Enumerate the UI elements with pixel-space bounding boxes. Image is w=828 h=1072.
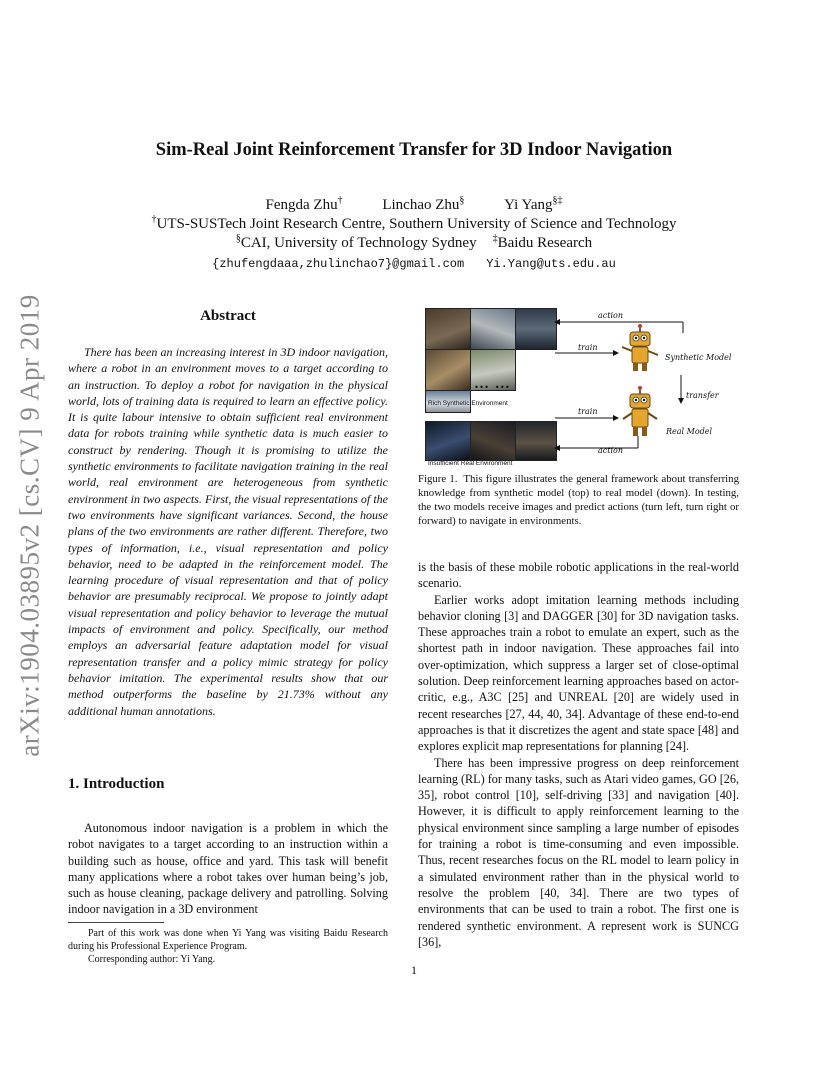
train-label-top: train — [578, 343, 598, 352]
insufficient-real-label: Insufficient Real Environment — [428, 460, 513, 467]
author-list — [0, 195, 828, 214]
rich-synthetic-label: Rich Synthetic Environment — [428, 400, 508, 407]
arxiv-identifier — [0, 290, 60, 760]
figure-caption-label: Figure 1. — [418, 473, 458, 485]
figure-1 — [418, 303, 739, 469]
author — [504, 197, 562, 213]
paper-title: Sim-Real Joint Reinforcement Transfer for 3D Indoor Navigation — [155, 140, 673, 160]
paragraph: There has been impressive progress on deep reinforcement learning (RL) for many tasks, such as Atari video games, GO [26, 35], robot control [10], self-driving [33] and navigation [40]. However, it is difficult to apply reinforcement learning to the physical environment since sampling a large number of episodes for training a robot is time-consuming and even impossible. Thus, recent researches focus on the RL model to learn policy in a simulated environment rather than in the physical world to resolve the problem [40, 34]. There are two types of environments that can be used to train a robot. The first one is rendered synthetic environment. A represent work is SUNCG [36], — [418, 755, 739, 949]
author — [382, 197, 464, 213]
real-model-label: Real Model — [666, 427, 713, 436]
footnotes — [68, 927, 388, 966]
footnote-divider — [68, 922, 164, 923]
transfer-label: transfer — [686, 391, 719, 400]
affiliation-text: UTS-SUSTech Joint Research Centre, Southern University of Science and Technology — [156, 216, 677, 232]
figure-caption — [418, 472, 739, 528]
abstract-text: There has been an increasing interest in 3D indoor navigation, where a robot in an environment moves to a target according to an instruction. To deploy a robot for navigation in the physical world, lots of training data is required to learn an effective policy. It is quite labour intensive to obtain sufficient real environment data for robots training while synthetic data is much easier to construct by rendering. Though it is promising to utilize the synthetic environments to facilitate navigation training in the real world, real environment are heterogeneous from synthetic environment in two aspects. First, the visual representations of the two environments have significant variances. Second, the house plans of the two environments are rather different. Therefore, two types of information, i.e., visual representation and policy behavior, need to be adapted in the reinforcement model. The learning procedure of visual representation and that of policy behavior are presumably reciprocal. We propose to jointly adapt visual representation and policy behavior to leverage the mutual impacts of environment and policy. Specifically, our method employs an adversarial feature adaptation model for visual representation transfer and a policy mimic strategy for policy behavior imitation. The experimental results show that our method outperforms the baseline by 21.73% without any additional human annotations. — [68, 345, 388, 718]
affiliation-line — [0, 214, 828, 233]
affiliation-line — [0, 233, 828, 252]
page-number: 1 — [411, 963, 417, 977]
email[interactable]: {zhufengdaaa,zhulinchao7}@gmail.com — [212, 257, 465, 271]
author-name: Linchao Zhu — [382, 197, 460, 213]
real-robot-icon — [623, 386, 657, 436]
affiliation-mark: † — [151, 214, 157, 225]
author-name: Yi Yang — [504, 197, 553, 213]
section-heading-introduction: 1. Introduction — [68, 776, 165, 792]
introduction-text: Autonomous indoor navigation is a problem in which the robot navigates to a target according to an instruction within a building such as house, office and yard. This task will benefit many applications where a robot takes over human being’s job, such as house cleaning, package delivery and patrolling. Solving indoor navigation in a 3D environment — [68, 821, 388, 917]
abstract-heading: Abstract — [200, 308, 256, 324]
affiliation-mark: § — [235, 233, 241, 244]
synthetic-robot-icon — [622, 324, 658, 371]
affiliation-mark: ‡ — [492, 233, 498, 244]
author-mark: §‡ — [552, 195, 563, 206]
figure-diagram — [418, 303, 739, 469]
paragraph: is the basis of these mobile robotic applications in the real-world scenario. — [418, 560, 739, 591]
affiliation-text: Baidu Research — [497, 235, 593, 251]
train-label-bottom: train — [578, 407, 598, 416]
footnote: Part of this work was done when Yi Yang was visiting Baidu Research during his Professional Experience Program. — [68, 928, 388, 952]
author-emails — [0, 257, 828, 271]
author-mark: § — [459, 195, 465, 206]
figure-caption-text: This figure illustrates the general framework about transferring knowledge from synthetic model (top) to real model (down). In testing, the two models receive images and predict actions (turn left, turn right or forward) to navigate in environments. — [418, 473, 739, 527]
author-name: Fengda Zhu — [265, 197, 338, 213]
author-mark: † — [337, 195, 343, 206]
action-label-top: action — [598, 311, 623, 320]
author — [266, 197, 343, 213]
synthetic-model-label: Synthetic Model — [665, 353, 732, 362]
email[interactable]: Yi.Yang@uts.edu.au — [486, 257, 616, 271]
affiliation-text: CAI, University of Technology Sydney — [240, 235, 477, 251]
action-label-bottom: action — [598, 446, 623, 455]
footnote: Corresponding author: Yi Yang. — [88, 954, 216, 965]
right-column-text — [418, 559, 739, 950]
ellipsis-text: … … — [474, 376, 511, 392]
paragraph: Earlier works adopt imitation learning methods including behavior cloning [3] and DAGGER [30] for 3D navigation tasks. These approaches train a robot to emulate an expert, such as the shortest path in indoor navigation. These approaches fail into over-optimization, which suppress a larger set of close-optimal solution. Deep reinforcement learning approaches based on actor-critic, e.g., A3C [25] and UNREAL [20] are widely used in recent researches [27, 44, 40, 34]. Advantage of these end-to-end approaches is that it discretizes the agent and state space [48] and explores explicit map representations for planning [24]. — [418, 592, 739, 754]
arxiv-identifier-text: arXiv:1904.03895v2 [cs.CV] 9 Apr 2019 — [14, 293, 45, 757]
